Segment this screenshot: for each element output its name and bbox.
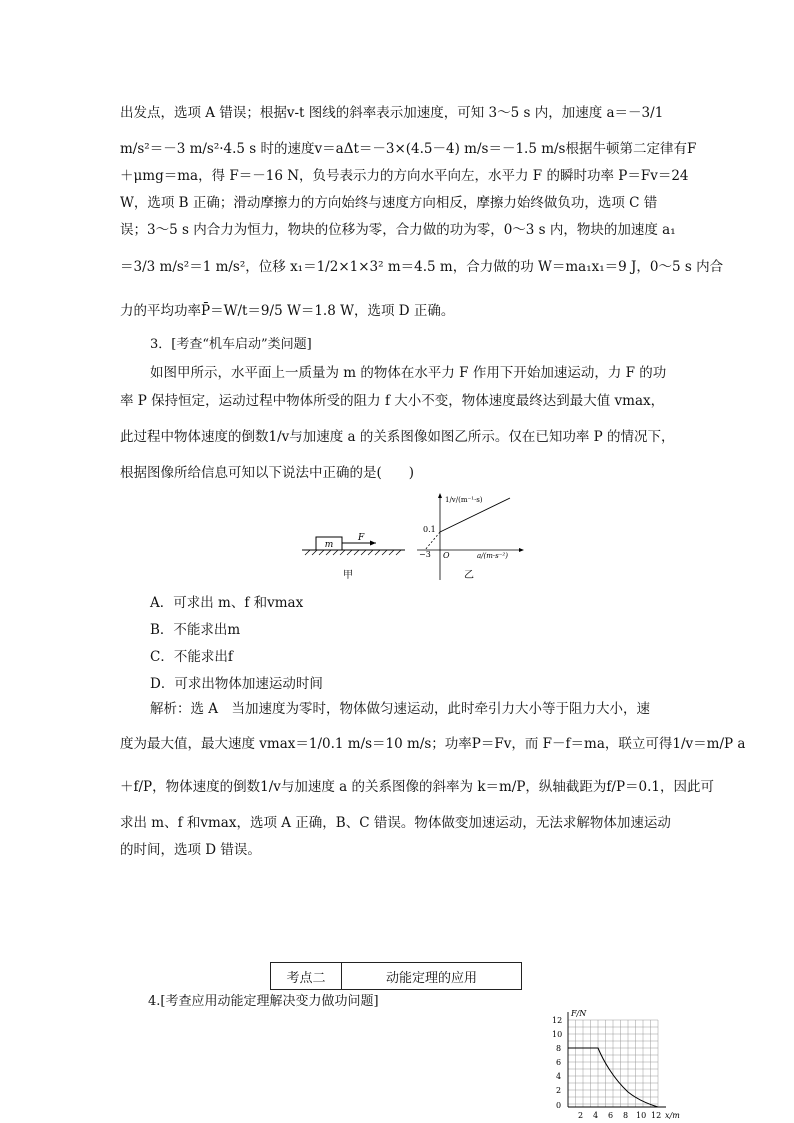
q3-sol-line-1: 解析：选 A 当加速度为零时，物体做匀速运动，此时牵引力大小等于阻力大小，速	[150, 701, 651, 717]
q3-sol-line-2: 度为最大值，最大速度 vmax＝1/0.1 m/s＝10 m/s；功率P＝Fv，而 F－f＝ma，联立可得1/v＝m/P a	[120, 736, 746, 752]
sol2-line-4: W，选项 B 正确；滑动摩擦力的方向始终与速度方向相反，摩擦力始终做负功，选项 C 错	[120, 195, 658, 211]
fx-ytick-4: 4	[556, 1072, 562, 1081]
fx-ytick-0: 0	[556, 1101, 562, 1110]
option-b: B．不能求出m	[150, 622, 241, 638]
fx-xtick-6: 6	[608, 1111, 614, 1120]
fx-ytick-6: 6	[556, 1058, 562, 1067]
q3-sol-line-4: 求出 m、f 和vmax，选项 A 正确，B、C 错误。物体做变加速运动，无法求解物体加速运动	[120, 815, 671, 831]
caption-jia: 甲	[343, 570, 353, 581]
kaodian-box	[270, 962, 522, 990]
kaodian-label: 考点二	[271, 963, 342, 989]
fx-ytick-2: 2	[556, 1086, 562, 1095]
q3-sol-line-3: ＋f/P，物体速度的倒数1/v与加速度 a 的关系图像的斜率为 k＝m/P，纵轴截距为f/P＝0.1，因此可	[120, 779, 715, 795]
q4-header: 4.[考查应用动能定理解决变力做功问题]	[148, 994, 379, 1009]
q3-line-4: 根据图像所给信息可知以下说法中正确的是( )	[120, 465, 415, 481]
yi-origin: O	[443, 551, 450, 560]
sol2-line-7: 力的平均功率P̄＝W/t＝9/5 W＝1.8 W，选项 D 正确。	[120, 303, 455, 319]
fx-graph	[548, 1008, 688, 1123]
fx-xtick-2: 2	[578, 1111, 584, 1120]
figure-yi	[415, 490, 530, 585]
fx-xtick-10: 10	[636, 1111, 647, 1120]
fx-xtick-8: 8	[623, 1111, 629, 1120]
q3-sol-line-5: 的时间，选项 D 错误。	[120, 842, 261, 858]
graph-line-dashed	[425, 532, 440, 550]
sol2-line-5: 误；3～5 s 内合力为恒力，物块的位移为零，合力做的功为零，0～3 s 内，物块的加速度 a₁	[120, 222, 676, 238]
fx-ytick-10: 10	[552, 1030, 563, 1039]
kaodian-title: 动能定理的应用	[385, 970, 477, 986]
fx-xlabel: x/m	[665, 1111, 680, 1120]
q3-line-2: 率 P 保持恒定，运动过程中物体所受的阻力 f 大小不变，物体速度最终达到最大值 vmax，	[120, 393, 665, 409]
sol2-line-3: ＋μmg＝ma，得 F＝－16 N，负号表示力的方向水平向左，水平力 F 的瞬时功率 P＝Fv＝24	[120, 168, 689, 184]
yi-ylabel: 1/v/(m⁻¹·s)	[445, 496, 483, 504]
sol2-line-6: ＝3/3 m/s²＝1 m/s²，位移 x₁＝1/2×1×3² m＝4.5 m，合力做的功 W＝ma₁x₁＝9 J，0～5 s 内合	[120, 259, 724, 275]
fx-xtick-12: 12	[651, 1111, 662, 1120]
fx-ytick-12: 12	[552, 1016, 563, 1025]
yi-y-intercept: 0.1	[423, 525, 436, 534]
block-label: m	[324, 540, 334, 550]
fx-ylabel: F/N	[571, 1009, 587, 1018]
q3-line-1: 如图甲所示，水平面上一质量为 m 的物体在水平力 F 作用下开始加速运动，力 F 的功	[150, 365, 667, 381]
figure-jia	[300, 530, 410, 585]
force-label: F	[358, 533, 365, 543]
q3-line-3: 此过程中物体速度的倒数1/v与加速度 a 的关系图像如图乙所示。仅在已知功率 P 的情况下，	[120, 429, 675, 445]
fx-xtick-4: 4	[593, 1111, 599, 1120]
yi-xlabel: a/(m·s⁻²)	[477, 552, 508, 560]
option-c: C．不能求出f	[150, 649, 233, 665]
option-d: D．可求出物体加速运动时间	[150, 676, 323, 692]
sol2-line-1: 出发点，选项 A 错误；根据v-t 图线的斜率表示加速度，可知 3～5 s 内，加速度 a＝－3/1	[120, 105, 664, 121]
option-a: A．可求出 m、f 和vmax	[150, 595, 304, 611]
yi-x-intercept: −3	[419, 550, 431, 559]
q3-header: 3．[考查“机车启动”类问题]	[150, 337, 312, 352]
fx-ytick-8: 8	[556, 1044, 562, 1053]
sol2-line-2: m/s²＝－3 m/s²·4.5 s 时的速度v＝aΔt＝－3×(4.5－4) m/s＝－1.5 m/s根据牛顿第二定律有F	[120, 141, 697, 157]
caption-yi: 乙	[464, 570, 474, 581]
